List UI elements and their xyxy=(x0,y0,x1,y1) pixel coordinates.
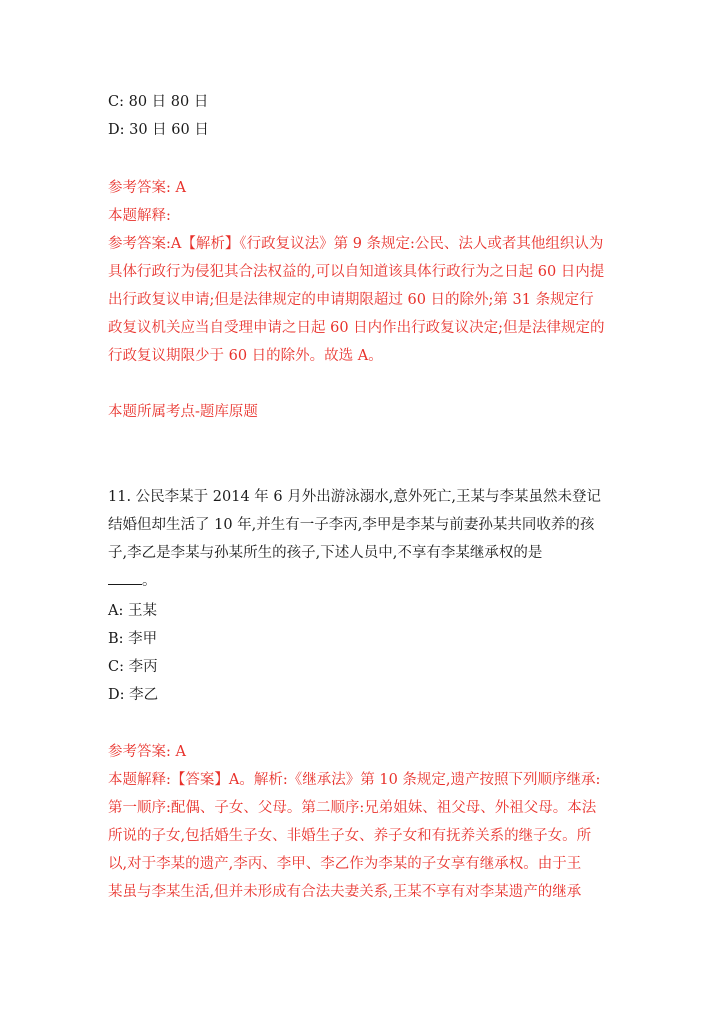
explanation-line: 参考答案:A【解析】《行政复议法》第 9 条规定:公民、法人或者其他组织认为 xyxy=(108,236,604,252)
option-c: C: 李丙 xyxy=(108,659,158,675)
explanation-line: 政复议机关应当自受理申请之日起 60 日内作出行政复议决定;但是法律规定的 xyxy=(108,320,605,336)
option-b: B: 李甲 xyxy=(108,631,158,647)
answer-blank xyxy=(108,571,142,585)
option-d: D: 30 日 60 日 xyxy=(108,122,209,138)
explanation-line: 以,对于李某的遗产,李丙、李甲、李乙作为李某的子女享有继承权。由于王 xyxy=(108,856,582,872)
explanation-line: 具体行政行为侵犯其合法权益的,可以自知道该具体行政行为之日起 60 日内提 xyxy=(108,264,605,280)
explanation-line: 某虽与李某生活,但并未形成有合法夫妻关系,王某不享有对李某遗产的继承 xyxy=(108,884,582,900)
option-a: A: 王某 xyxy=(108,603,157,619)
question-stem-line: 11. 公民李某于 2014 年 6 月外出游泳溺水,意外死亡,王某与李某虽然未登记 xyxy=(108,489,601,505)
explanation-line: 第一顺序:配偶、子女、父母。第二顺序:兄弟姐妹、祖父母、外祖父母。本法 xyxy=(108,800,597,816)
answer-line: 参考答案: A xyxy=(108,180,186,196)
blank-suffix: 。 xyxy=(142,573,157,589)
option-d: D: 李乙 xyxy=(108,687,159,703)
topic-line: 本题所属考点-题库原题 xyxy=(108,404,258,420)
explanation-line: 行政复议期限少于 60 日的除外。故选 A。 xyxy=(108,348,383,364)
answer-line: 参考答案: A xyxy=(108,744,186,760)
question-stem-line: 子,李乙是李某与孙某所生的孩子,下述人员中,不享有李某继承权的是 xyxy=(108,545,543,561)
explanation-line: 本题解释:【答案】A。解析:《继承法》第 10 条规定,遗产按照下列顺序继承: xyxy=(108,772,601,788)
option-c: C: 80 日 80 日 xyxy=(108,94,209,110)
question-stem-line: 结婚但却生活了 10 年,并生有一子李丙,李甲是李某与前妻孙某共同收养的孩 xyxy=(108,517,595,533)
explanation-label: 本题解释: xyxy=(108,208,171,224)
explanation-line: 出行政复议申请;但是法律规定的申请期限超过 60 日的除外;第 31 条规定行 xyxy=(108,292,594,308)
explanation-line: 所说的子女,包括婚生子女、非婚生子女、养子女和有抚养关系的继子女。所 xyxy=(108,828,592,844)
answer-blank-line xyxy=(108,571,157,591)
